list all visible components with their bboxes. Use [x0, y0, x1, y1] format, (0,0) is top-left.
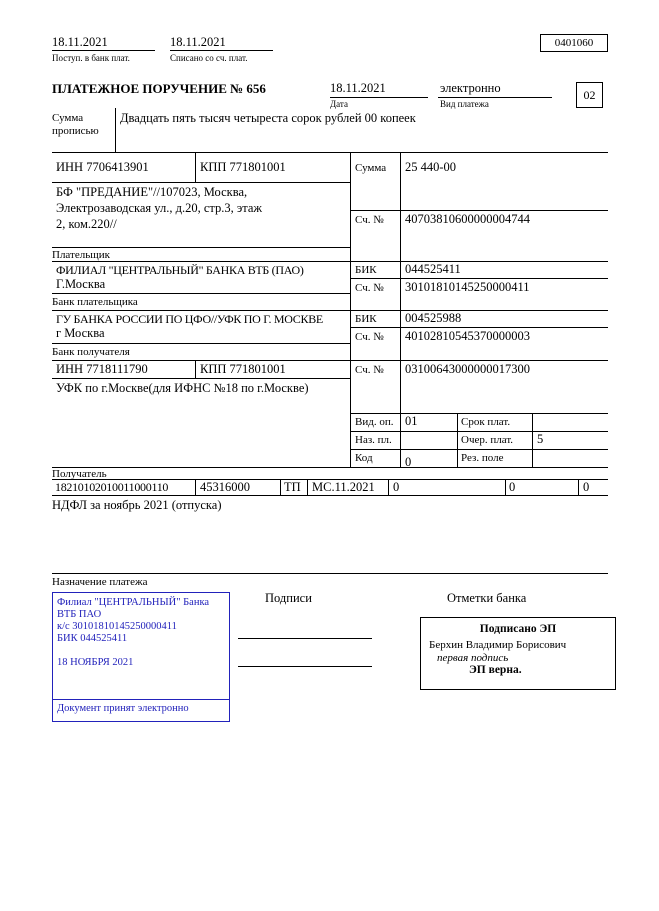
- signature-line-2: [238, 666, 372, 667]
- payee-bank-name-line: ГУ БАНКА РОССИИ ПО ЦФО//УФК ПО Г. МОСКВЕ: [56, 312, 323, 326]
- amount-label: Сумма: [355, 162, 387, 174]
- table-line: [195, 360, 196, 378]
- esign-title: Подписано ЭП: [479, 623, 557, 635]
- payee-bank-bik-value: 004525988: [405, 311, 462, 325]
- stamp-line: 18 НОЯБРЯ 2021: [57, 657, 134, 668]
- doc-date: 18.11.2021: [330, 81, 386, 95]
- doc-title: ПЛАТЕЖНОЕ ПОРУЧЕНИЕ № 656: [52, 81, 266, 96]
- table-line: [350, 413, 608, 414]
- table-line: [52, 378, 350, 379]
- table-line: [280, 479, 281, 495]
- table-line: [195, 479, 196, 495]
- table-line: [52, 495, 608, 496]
- basis-value: ТП: [284, 480, 301, 494]
- table-line: [52, 247, 350, 248]
- divider: [170, 50, 273, 51]
- doc-number-value: 0: [393, 480, 400, 494]
- bank-marks-header: Отметки банка: [447, 591, 527, 605]
- divider: [52, 50, 155, 51]
- status-code-box: 02: [576, 82, 603, 108]
- divider: [115, 108, 116, 152]
- payment-kind: электронно: [440, 81, 501, 95]
- payee-bank-bik-label: БИК: [355, 313, 377, 325]
- table-line: [52, 343, 350, 344]
- table-line: [578, 479, 579, 495]
- payment-kind-label: Вид платежа: [440, 99, 489, 109]
- kbk-value: 18210102010011000110: [55, 480, 169, 494]
- table-line: [505, 479, 506, 495]
- code-value: 0: [405, 455, 412, 469]
- purpose-label: Назначение платежа: [52, 576, 148, 588]
- esign-verified: ЭП верна.: [469, 664, 522, 676]
- payee-section-label: Получатель: [52, 468, 107, 480]
- payee-bank-section-label: Банк получателя: [52, 346, 130, 358]
- stamp-line: Филиал "ЦЕНТРАЛЬНЫЙ" Банка: [57, 597, 210, 608]
- table-line: [350, 278, 608, 279]
- bank-stamp: [52, 592, 230, 722]
- payee-inn: ИНН 7718111790: [56, 362, 148, 376]
- amount-words-value: Двадцать пять тысяч четыреста сорок рублей 00 копеек: [120, 111, 416, 125]
- debited-date-label: Списано со сч. плат.: [170, 53, 248, 63]
- payee-account-value: 03100643000000017300: [405, 362, 530, 376]
- table-line: [52, 467, 608, 468]
- purpose-code-label: Наз. пл.: [355, 434, 392, 446]
- table-line: [52, 573, 608, 574]
- payer-name-line: Электрозаводская ул., д.20, стр.3, этаж: [56, 201, 263, 215]
- payee-bank-account-label: Сч. №: [355, 331, 384, 343]
- table-line: [400, 152, 401, 467]
- table-line: [52, 182, 350, 183]
- table-line: [52, 293, 350, 294]
- oktmo-value: 45316000: [200, 480, 250, 494]
- payer-name-line: БФ "ПРЕДАНИЕ"//107023, Москва,: [56, 185, 248, 199]
- due-date-label: Срок плат.: [461, 416, 511, 428]
- table-line: [195, 152, 196, 182]
- table-line: [52, 261, 608, 262]
- payee-account-label: Сч. №: [355, 364, 384, 376]
- table-line: [388, 479, 389, 495]
- table-line: [307, 479, 308, 495]
- payer-section-label: Плательщик: [52, 249, 110, 261]
- payer-bank-account-label: Сч. №: [355, 282, 384, 294]
- stamp-line: Документ принят электронно: [57, 703, 189, 714]
- payer-bank-section-label: Банк плательщика: [52, 296, 138, 308]
- table-line: [457, 413, 458, 467]
- payer-bank-name-line: ФИЛИАЛ "ЦЕНТРАЛЬНЫЙ" БАНКА ВТБ (ПАО): [56, 263, 304, 277]
- payer-bank-bik-label: БИК: [355, 264, 377, 276]
- payer-bank-account-value: 30101810145250000411: [405, 280, 530, 294]
- code-label: Код: [355, 452, 373, 464]
- stamp-line: ВТБ ПАО: [57, 609, 102, 620]
- table-line: [350, 327, 608, 328]
- doc-date-label: Дата: [330, 99, 348, 109]
- payee-name: УФК по г.Москве(для ИФНС №18 по г.Москве): [56, 381, 309, 395]
- table-line: [350, 210, 608, 211]
- period-value: МС.11.2021: [312, 480, 375, 494]
- stamp-line: БИК 044525411: [57, 633, 128, 644]
- received-date: 18.11.2021: [52, 35, 108, 49]
- table-line: [532, 413, 533, 467]
- table-line: [350, 449, 608, 450]
- purpose-text: НДФЛ за ноябрь 2021 (отпуска): [52, 498, 222, 512]
- amount-value: 25 440-00: [405, 160, 457, 174]
- payer-account-label: Сч. №: [355, 214, 384, 226]
- form-code-box: 0401060: [540, 34, 608, 52]
- payee-bank-name-line: г Москва: [56, 326, 105, 340]
- payer-name-line: 2, ком.220//: [56, 217, 117, 231]
- payer-account-value: 40703810600000004744: [405, 212, 530, 226]
- payment-type-value: 0: [583, 480, 590, 494]
- payee-bank-account-value: 40102810545370000003: [405, 329, 530, 343]
- doc-date-value: 0: [509, 480, 516, 494]
- stamp-line: к/с 30101810145250000411: [57, 621, 177, 632]
- table-line: [52, 360, 608, 361]
- signature-line-1: [238, 638, 372, 639]
- divider: [438, 97, 552, 98]
- table-line: [350, 152, 351, 467]
- payer-bank-name-line: Г.Москва: [56, 277, 106, 291]
- priority-label: Очер. плат.: [461, 434, 514, 446]
- received-date-label: Поступ. в банк плат.: [52, 53, 130, 63]
- table-line: [52, 310, 608, 311]
- reserve-field-label: Рез. поле: [461, 452, 504, 464]
- op-kind-value: 01: [405, 414, 418, 428]
- payer-bank-bik-value: 044525411: [405, 262, 461, 276]
- payer-kpp: КПП 771801001: [200, 160, 286, 174]
- payee-kpp: КПП 771801001: [200, 362, 286, 376]
- debited-date: 18.11.2021: [170, 35, 226, 49]
- esign-subtitle: первая подпись: [437, 652, 509, 664]
- op-kind-label: Вид. оп.: [355, 416, 394, 428]
- amount-words-label-1: Сумма: [52, 112, 84, 124]
- divider: [330, 97, 428, 98]
- esign-name: Берхин Владимир Борисович: [429, 639, 567, 651]
- stamp-divider: [53, 699, 229, 700]
- signatures-header: Подписи: [265, 591, 312, 605]
- amount-words-label-2: прописью: [52, 125, 99, 137]
- table-line: [52, 152, 608, 153]
- payer-inn: ИНН 7706413901: [56, 160, 149, 174]
- priority-value: 5: [537, 432, 544, 446]
- table-line: [350, 431, 608, 432]
- esign-box: [420, 617, 616, 690]
